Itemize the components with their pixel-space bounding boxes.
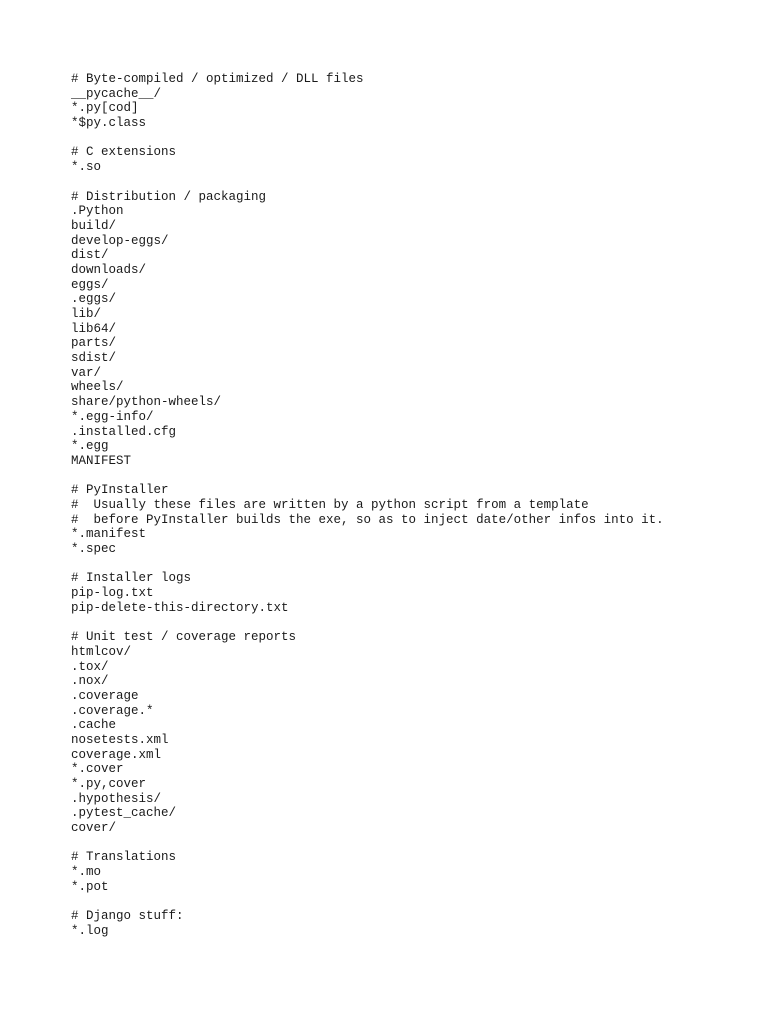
comment-line: # Usually these files are written by a python script from a template xyxy=(71,497,589,512)
pattern-line: .nox/ xyxy=(71,674,109,689)
pattern-line: dist/ xyxy=(71,248,109,263)
comment-line: # before PyInstaller builds the exe, so as to inject date/other infos into it. xyxy=(71,512,664,527)
pattern-line: coverage.xml xyxy=(71,747,162,762)
pattern-line: *.py[cod] xyxy=(71,101,139,116)
pattern-line: develop-eggs/ xyxy=(71,233,169,248)
pattern-line: __pycache__/ xyxy=(71,86,162,101)
comment-line: # PyInstaller xyxy=(71,483,169,498)
pattern-line: wheels/ xyxy=(71,380,124,395)
pattern-line: *.egg xyxy=(71,439,109,454)
pattern-line: .eggs/ xyxy=(71,292,117,307)
pattern-line: downloads/ xyxy=(71,262,147,277)
pattern-line: *.log xyxy=(71,923,109,938)
pattern-line: .coverage.* xyxy=(71,703,154,718)
blank-line xyxy=(71,131,751,146)
blank-line xyxy=(71,469,751,484)
pattern-line: nosetests.xml xyxy=(71,732,169,747)
pattern-line: var/ xyxy=(71,365,102,380)
blank-line xyxy=(71,895,751,910)
comment-line: # Distribution / packaging xyxy=(71,189,267,204)
blank-line xyxy=(71,175,751,190)
pattern-line: *.so xyxy=(71,160,102,175)
pattern-line: pip-delete-this-directory.txt xyxy=(71,600,289,615)
comment-line: # Unit test / coverage reports xyxy=(71,630,297,645)
pattern-line: *.egg-info/ xyxy=(71,409,154,424)
pattern-line: lib/ xyxy=(71,307,102,321)
gitignore-document xyxy=(71,72,751,939)
pattern-line: *.pot xyxy=(71,879,109,894)
pattern-line: *$py.class xyxy=(71,116,147,131)
pattern-line: .hypothesis/ xyxy=(71,791,162,806)
pattern-line: cover/ xyxy=(71,821,117,836)
pattern-line: htmlcov/ xyxy=(71,644,132,659)
pattern-line: build/ xyxy=(71,218,117,233)
pattern-line: MANIFEST xyxy=(71,453,132,468)
comment-line: # C extensions xyxy=(71,145,177,160)
pattern-line: sdist/ xyxy=(71,351,117,366)
comment-line: # Byte-compiled / optimized / DLL files xyxy=(71,72,364,86)
blank-line xyxy=(71,615,751,630)
pattern-line: *.mo xyxy=(71,865,102,880)
pattern-line: .Python xyxy=(71,204,124,219)
blank-line xyxy=(71,836,751,851)
blank-line xyxy=(71,557,751,572)
pattern-line: eggs/ xyxy=(71,277,109,292)
pattern-line: .tox/ xyxy=(71,659,109,674)
pattern-line: *.cover xyxy=(71,762,124,777)
pattern-line: *.py,cover xyxy=(71,777,147,791)
comment-line: # Installer logs xyxy=(71,571,192,586)
pattern-line: .cache xyxy=(71,718,117,733)
pattern-line: *.manifest xyxy=(71,527,147,542)
pattern-line: parts/ xyxy=(71,336,117,351)
pattern-line: share/python-wheels/ xyxy=(71,395,222,410)
pattern-line: .pytest_cache/ xyxy=(71,806,177,821)
comment-line: # Django stuff: xyxy=(71,909,184,924)
pattern-line: .coverage xyxy=(71,688,139,703)
pattern-line: lib64/ xyxy=(71,321,117,336)
pattern-line: pip-log.txt xyxy=(71,586,154,601)
pattern-line: *.spec xyxy=(71,542,117,556)
comment-line: # Translations xyxy=(71,850,177,865)
pattern-line: .installed.cfg xyxy=(71,424,177,439)
